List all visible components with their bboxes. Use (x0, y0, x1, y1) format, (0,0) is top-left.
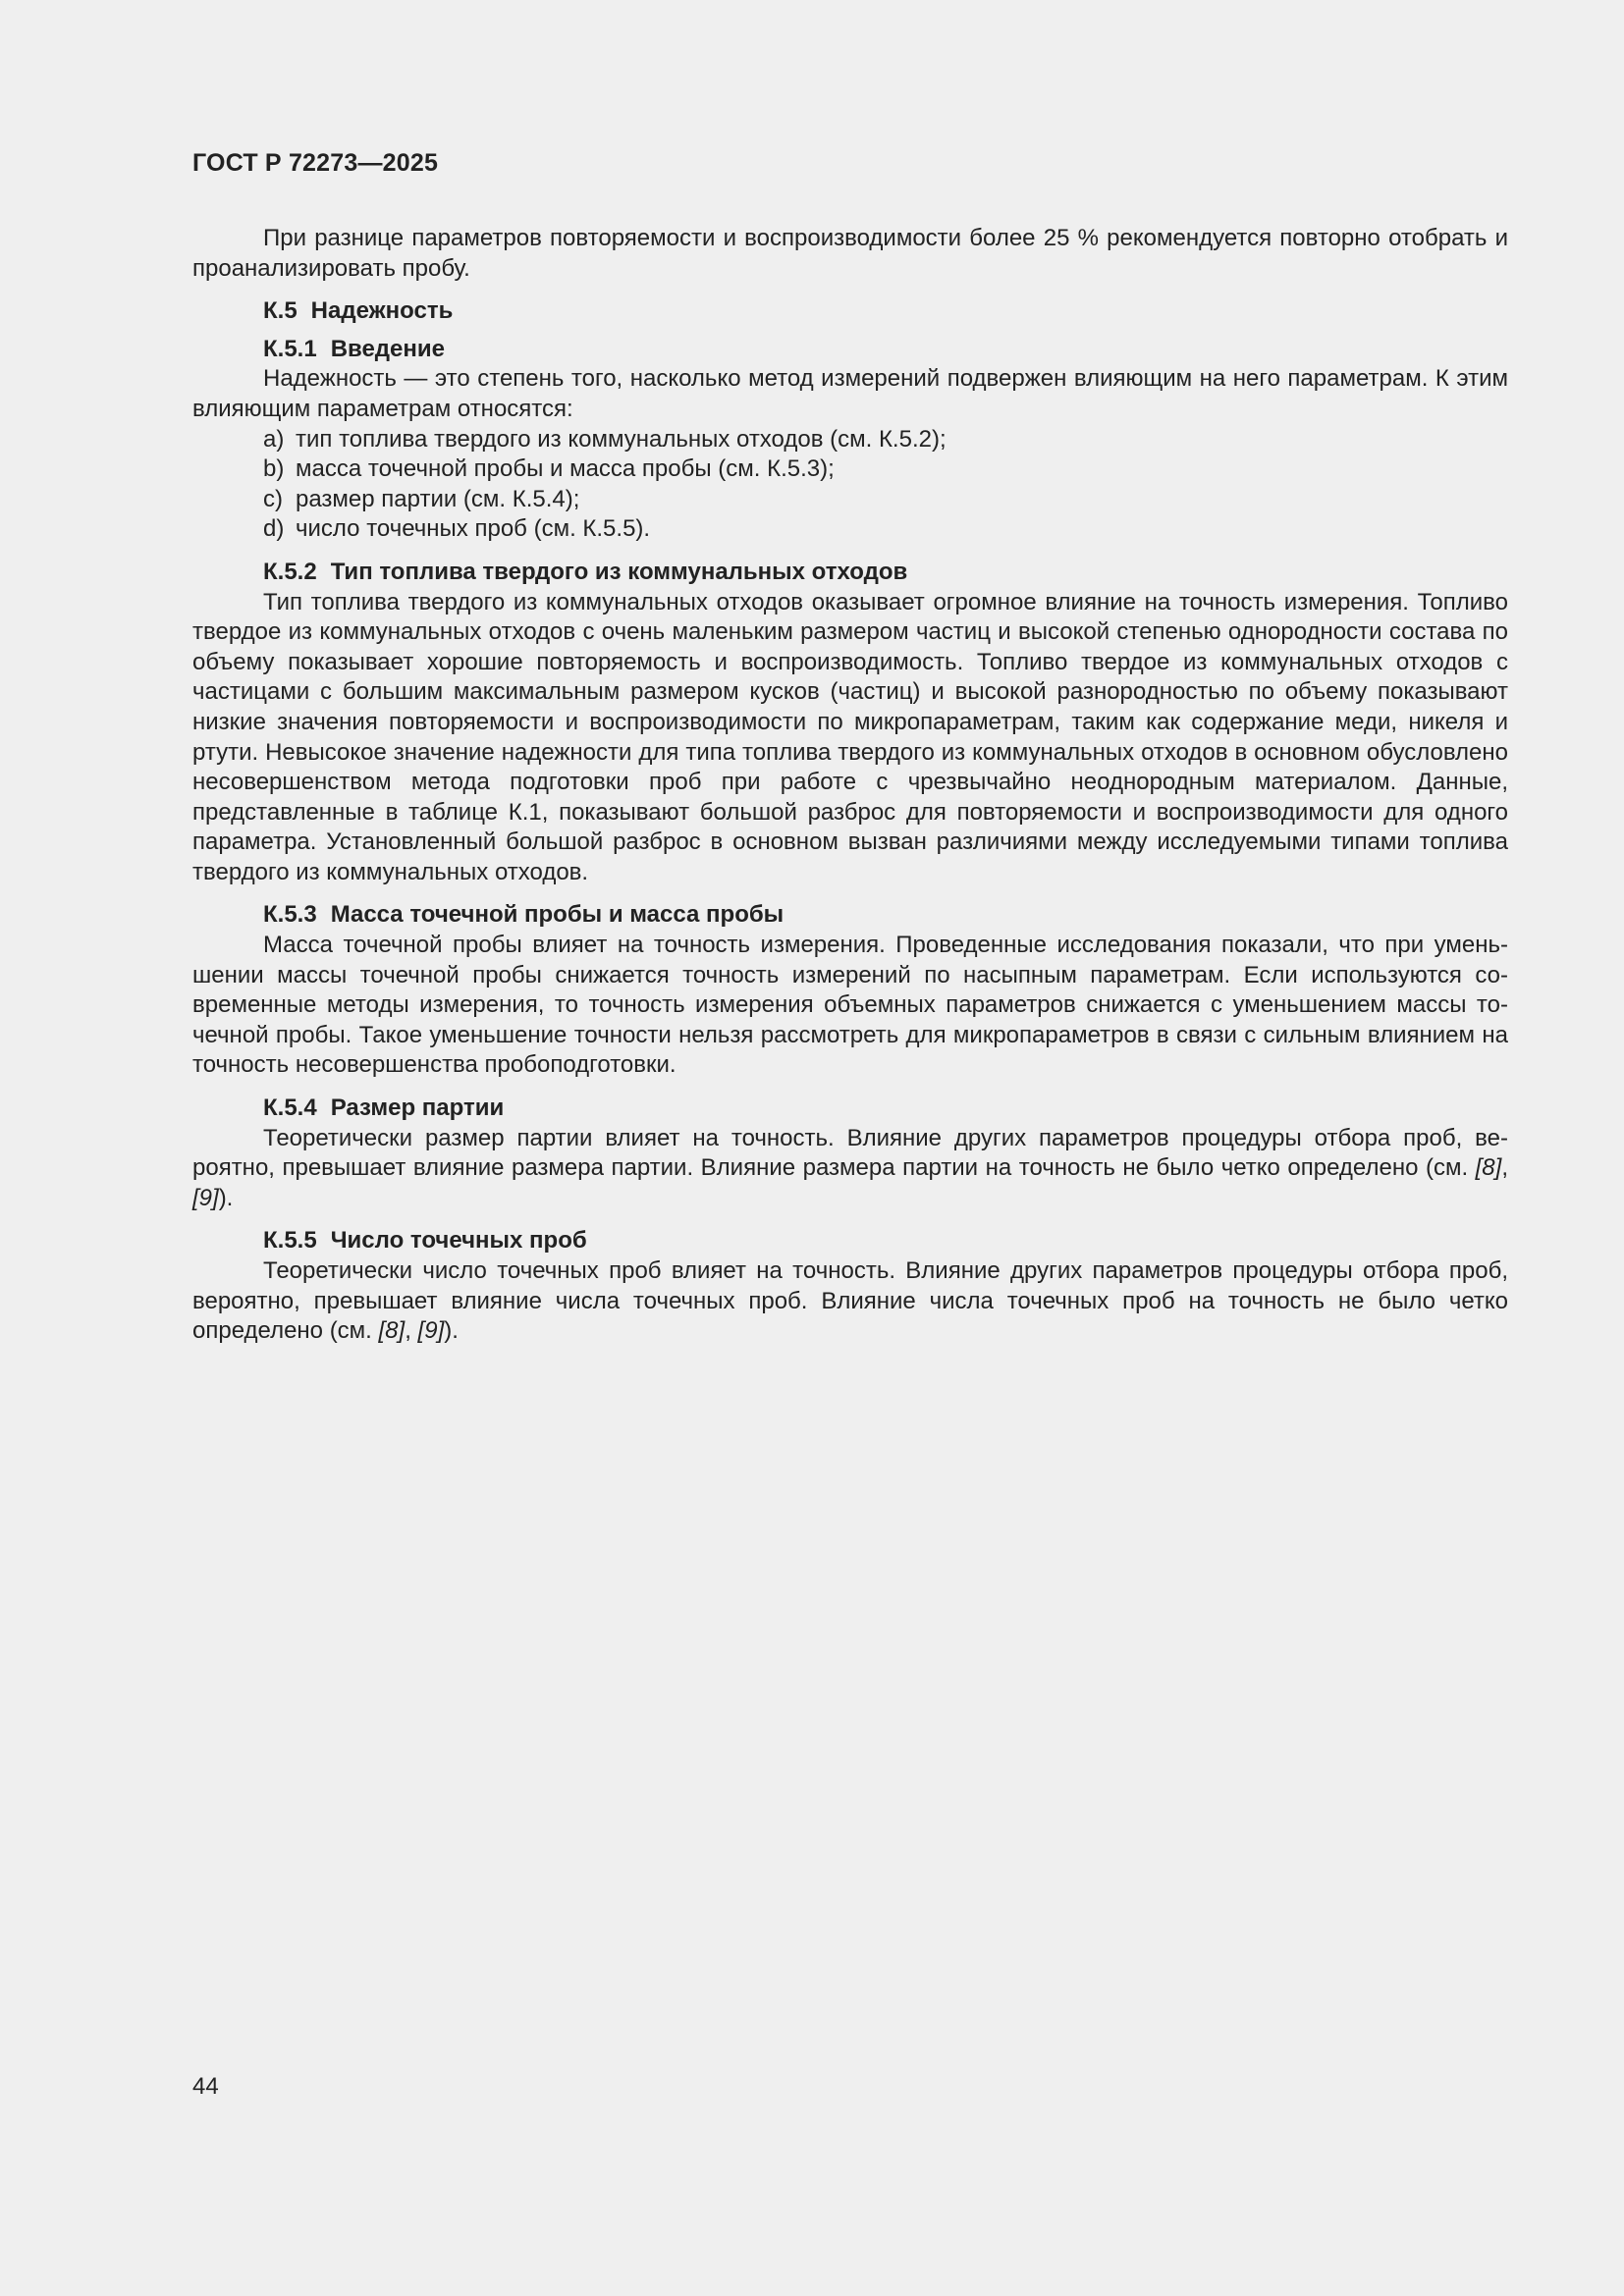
bibliography-reference: [8] (1475, 1154, 1502, 1182)
document-header: ГОСТ Р 72273—2025 (192, 149, 439, 177)
section-k53-heading (192, 900, 1508, 931)
page-number: 44 (192, 2073, 219, 2100)
section-k55-number: К.5.5 (263, 1227, 317, 1255)
section-k55-paragraph (192, 1256, 1508, 1347)
list-item (192, 425, 1508, 455)
list-item (192, 454, 1508, 485)
bibliography-reference: [9] (192, 1184, 219, 1211)
section-k55-text: Теоретически число точечных проб влияет на точность. Влияние других параметров процедуры отбора проб, вероятно, превышает влияние числа точечных проб. Влияние числа точечных проб на точность не было четко определено (см. (192, 1257, 1508, 1345)
section-k54-title: Размер партии (330, 1095, 505, 1122)
section-k5-heading (192, 296, 1508, 327)
section-k55-heading (192, 1226, 1508, 1256)
list-item-text: число точечных проб (см. К.5.5). (296, 515, 651, 543)
list-item-text: масса точечной пробы и масса пробы (см. К.5.3); (296, 455, 835, 483)
bibliography-reference: [8] (378, 1317, 406, 1345)
section-k5-number: К.5 (263, 297, 298, 325)
section-k54-text-end: ). (218, 1184, 234, 1211)
section-k52-title: Тип топлива твердого из коммунальных отходов (330, 558, 908, 585)
section-k51-number: К.5.1 (263, 335, 317, 362)
section-k54-text: Теоретически размер партии влияет на точность. Влияние других параметров процедуры отбора проб, вероятно, превышает влияние размера партии. Влияние размера партии на точность не было четко определено (см. (192, 1124, 1508, 1182)
section-k52-number: К.5.2 (263, 558, 317, 585)
section-k55-text-end: ). (444, 1317, 459, 1345)
document-body (192, 224, 1508, 1347)
section-k5-title: Надежность (310, 297, 454, 325)
list-item-marker: a) (263, 425, 285, 453)
list-item-marker: d) (263, 515, 285, 543)
bibliography-reference: [9] (417, 1317, 445, 1345)
list-item-marker: b) (263, 455, 285, 483)
section-k53-paragraph: Масса точечной пробы влияет на точность измерения. Проведенные исследования показали, что при уменьшении массы точечной пробы снижается точность измерений по насыпным параметрам. Если используются современные методы измерения, то точность измерения объемных параметров снижается с уменьшением массы точечной пробы. Такое уменьшение точности нельзя рассмотреть для микропараметров в связи с сильным влиянием на точность несовершенства пробоподготовки. (192, 932, 1508, 1079)
section-k55-title: Число точечных проб (330, 1227, 587, 1255)
list-item (192, 485, 1508, 515)
intro-paragraph: При разнице параметров повторяемости и воспроизводимости более 25 % рекомендуется повторно отобрать и проанализировать пробу. (192, 225, 1508, 282)
reference-separator: , (1501, 1154, 1508, 1182)
list-item-marker: c) (263, 485, 283, 512)
reference-separator: , (405, 1317, 418, 1345)
list-item (192, 514, 1508, 545)
section-k54-number: К.5.4 (263, 1095, 317, 1122)
section-k54-paragraph (192, 1124, 1508, 1214)
list-item-text: размер партии (см. К.5.4); (296, 485, 580, 512)
section-k53-title: Масса точечной пробы и масса пробы (330, 901, 785, 929)
list-item-text: тип топлива твердого из коммунальных отходов (см. К.5.2); (296, 425, 947, 453)
section-k52-paragraph: Тип топлива твердого из коммунальных отходов оказывает огромное влияние на точность измерения. Топливо твердое из коммунальных отходов с очень маленьким размером частиц и высокой степенью однородности состава по объему показывает хорошие повторяемость и воспроизводимость. Топливо твердое из коммунальных отходов с частицами с большим максимальным размером кусков (частиц) и высокой разнородностью по объему показывают низкие значения повторяемости и воспроизводимости по микропараметрам, таким как содержание меди, никеля и ртути. Невысокое значение надежности для типа топлива твердого из коммунальных отходов в основном обусловлено несовершенством метода подготовки проб при работе с чрезвычайно неоднородным материалом. Данные, представленные в таблице К.1, показывают большой разброс для повторяемости и воспроизводимости для одного параметра. Установленный большой разброс в основном вызван различиями между исследуемыми типами топлива твердого из коммунальных отходов. (192, 588, 1508, 885)
section-k53-number: К.5.3 (263, 901, 317, 929)
section-k54-heading (192, 1094, 1508, 1124)
section-k51-title: Введение (330, 335, 445, 362)
section-k51-heading (192, 335, 1508, 365)
section-k52-heading (192, 558, 1508, 588)
section-k51-paragraph: Надежность — это степень того, насколько метод измерений подвержен влияющим на него параметрам. К этим влияющим параметрам относятся: (192, 365, 1508, 422)
